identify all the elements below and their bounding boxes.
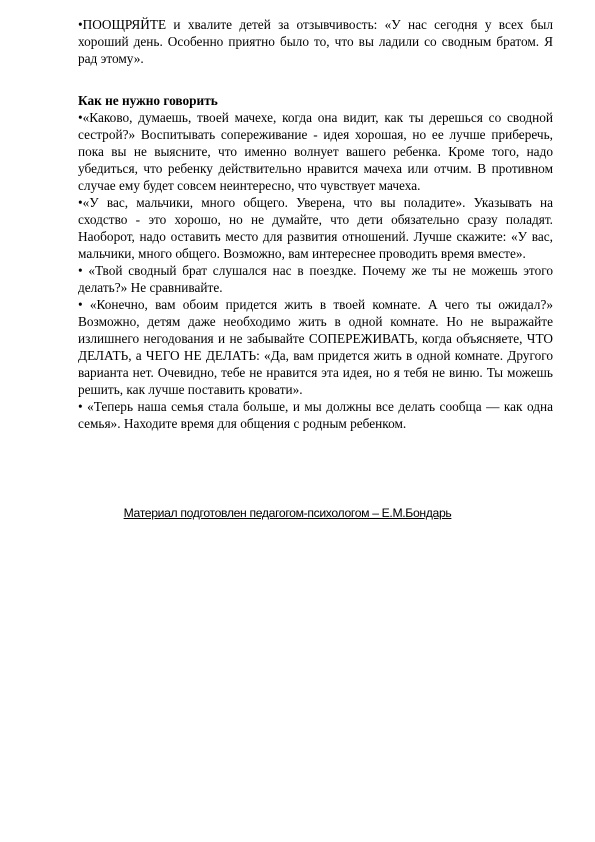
- document-body: [78, 16, 553, 432]
- list-item: • «Твой сводный брат слушался нас в поездке. Почему же ты не можешь этого делать?» Не сравнивайте.: [78, 263, 553, 295]
- list-item: •«Каково, думаешь, твоей мачехе, когда она видит, как ты дерешься со сводной сестрой?» Воспитывать сопереживание - идея хорошая, но ее лучше приберечь, пока вы не выясните, что именно волнует вашего ребенка. Кроме того, надо убедиться, что ребенку действительно нравится мачеха или отчим. В противном случае ему будет совсем неинтересно, что чувствует мачеха.: [78, 110, 553, 193]
- intro-paragraph: •ПООЩРЯЙТЕ и хвалите детей за отзывчивость: «У нас сегодня у всех был хороший день. Особенно приятно было то, что вы ладили со сводным братом. Я рад этому».: [78, 17, 553, 66]
- section-heading: Как не нужно говорить: [78, 93, 218, 108]
- list-item: • «Теперь наша семья стала больше, и мы должны все делать сообща — как одна семья». Находите время для общения с родным ребенком.: [78, 399, 553, 431]
- author-credit: Материал подготовлен педагогом-психологом – Е.М.Бондарь: [123, 506, 452, 520]
- list-item: • «Конечно, вам обоим придется жить в твоей комнате. А чего ты ожидал?» Возможно, детям даже необходимо жить в одной комнате. Но не выражайте излишнего негодования и не забывайте СОПЕРЕЖИВАТЬ, когда объясняете, ЧТО ДЕЛАТЬ, а ЧЕГО НЕ ДЕЛАТЬ: «Да, вам придется жить в одной комнате. Другого варианта нет. Очевидно, тебе не нравится эта идея, но я тебя не виню. Ты можешь решить, как лучше поставить кровати».: [78, 297, 553, 397]
- list-item: •«У вас, мальчики, много общего. Уверена, что вы поладите». Указывать на сходство - это хорошо, но не думайте, что дети обязательно сразу поладят. Наоборот, надо оставить место для развития отношений. Лучше скажите: «У вас, мальчики, много общего. Возможно, вам интереснее проводить время вместе».: [78, 195, 553, 261]
